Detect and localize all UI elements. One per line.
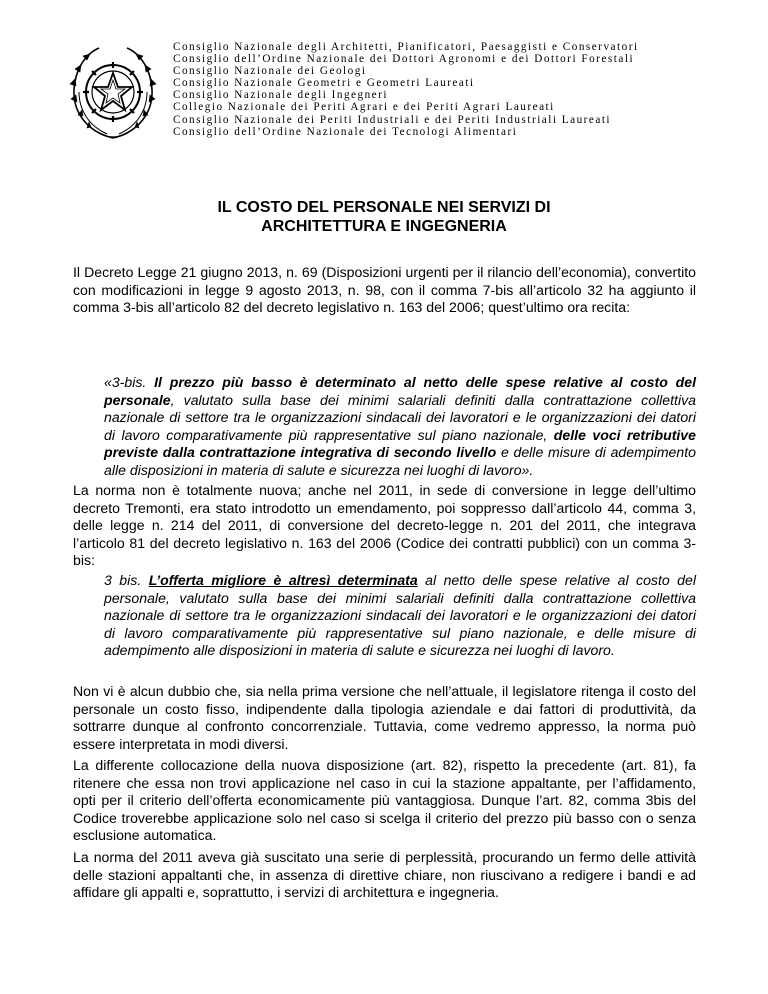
council-line: Consiglio Nazionale dei Geologi <box>173 65 367 78</box>
title-line-2: ARCHITETTURA E INGEGNERIA <box>261 218 507 235</box>
quote-1-bold-2: delle voci retributive previste dalla contrattazione integrativa di secondo livello <box>104 426 696 461</box>
council-line: Consiglio dell’Ordine Nazionale dei Dottori Agronomi e dei Dottori Forestali <box>173 53 635 66</box>
quote-2-rest: al netto delle spese relative al costo del personale, valutato sulla base dei minimi salariali definiti dalla contrattazione collettiva nazionale di settore tra le organizzazioni sindacali dei lavoratori e le organizzazioni dei datori di lavoro comparativamente più rappresentative sul piano nazionale, e delle misure di adempimento alle disposizioni in materia di salute e sicurezza nei luoghi di lavoro. <box>104 572 696 659</box>
quote-2 <box>104 572 696 660</box>
council-line: Consiglio Nazionale dei Periti Industriali e dei Periti Industriali Laureati <box>173 113 612 126</box>
quote-1-open: «3-bis. <box>104 374 155 390</box>
quote-1-bold-1: Il prezzo più basso è determinato al netto delle spese relative al costo del personale <box>104 374 696 408</box>
paragraph-1: Il Decreto Legge 21 giugno 2013, n. 69 (Disposizioni urgenti per il rilancio dell’economia), convertito con modificazioni in legge 9 agosto 2013, n. 98, con il comma 7-bis all’articolo 32 ha aggiunto il comma 3-bis all’articolo 82 del decreto legislativo n. 163 del 2006; quest’ultimo ora recita: <box>73 264 696 316</box>
paragraph-2: La norma non è totalmente nuova; anche nel 2011, in sede di conversione in legge dell’ultimo decreto Tremonti, era stato introdotto un emendamento, poi soppresso dall’articolo 44, comma 3, delle legge n. 214 del 2011, di conversione del decreto-legge n. 201 del 2011, che integrava l’articolo 81 del decreto legislativo n. 163 del 2006 (Codice dei contratti pubblici) con un comma 3-bis: <box>73 482 696 569</box>
quote-1-mid: , valutato sulla base dei minimi salariali definiti dalla contrattazione collettiva nazionale di settore tra le organizzazioni sindacali dei lavoratori e le organizzazioni dei datori di lavoro comparativamente più rappresentative sul piano nazionale, <box>104 391 696 443</box>
quote-1 <box>104 374 696 480</box>
quote-2-open: 3 bis. <box>104 572 149 588</box>
council-line: Consiglio Nazionale Geometri e Geometri Laureati <box>173 77 475 90</box>
councils-list <box>173 41 639 138</box>
council-line: Consiglio Nazionale degli Architetti, Pianificatori, Paesaggisti e Conservatori <box>173 41 639 53</box>
paragraph-3: Non vi è alcun dubbio che, sia nella prima versione che nell’attuale, il legislatore ritenga il costo del personale un costo fisso, indipendente dalla tipologia aziendale e dai fattori di produttività, da sottrarre dunque al confronto concorrenziale. Tuttavia, come vedremo appresso, la norma può essere interpretata in modi diversi. <box>73 683 696 752</box>
quote-1-end: e delle misure di adempimento alle disposizioni in materia di salute e sicurezza nei luoghi di lavoro». <box>104 444 696 478</box>
council-line: Collegio Nazionale dei Periti Agrari e dei Periti Agrari Laureati <box>173 101 555 114</box>
paragraph-5: La norma del 2011 aveva già suscitato una serie di perplessità, procurando un fermo delle attività delle stazioni appaltanti che, in assenza di direttive chiare, non riuscivano a redigere i bandi e ad affidare gli appalti e, soprattutto, i servizi di architettura e ingegneria. <box>73 849 696 901</box>
italian-republic-emblem-icon <box>67 40 159 145</box>
title-line-1: IL COSTO DEL PERSONALE NEI SERVIZI DI <box>217 199 551 216</box>
council-line: Consiglio Nazionale degli Ingegneri <box>173 89 388 102</box>
paragraph-4: La differente collocazione della nuova disposizione (art. 82), rispetto la precedente (art. 81), fa ritenere che essa non trovi applicazione nel caso in cui la stazione appaltante, per l’affidamento, opti per il criterio dell’offerta economicamente più vantaggiosa. Dunque l’art. 82, comma 3bis del Codice troverebbe applicazione solo nel caso si scelga il criterio del prezzo più basso con o senza esclusione automatica. <box>73 757 696 844</box>
council-line: Consiglio dell’Ordine Nazionale dei Tecnologi Alimentari <box>173 125 518 138</box>
document-title <box>0 198 768 236</box>
quote-2-bold: L’offerta migliore è altresì determinata <box>148 572 418 588</box>
